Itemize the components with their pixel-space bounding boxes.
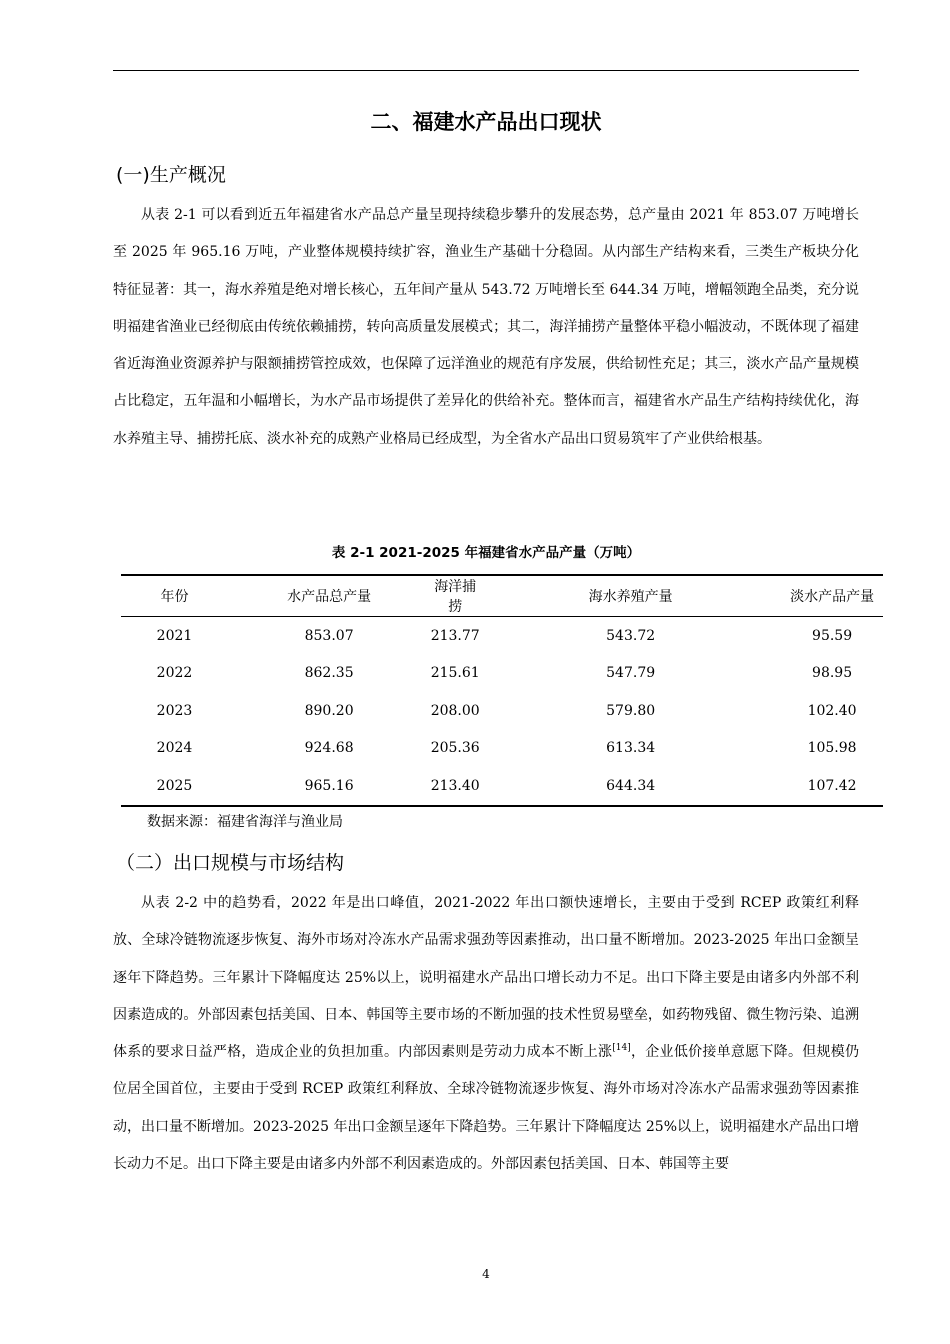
table-cell: 579.80 — [606, 702, 656, 719]
table-cell: 890.20 — [304, 702, 354, 719]
table-cell: 924.68 — [304, 740, 354, 757]
table-cell: 107.42 — [807, 777, 857, 794]
production-table — [121, 574, 883, 807]
export-paragraph-text: ，企业低价接单意愿下降。但规模仍位居全国首位，主要由于受到 RCEP 政策红利释放、全球冷链物流逐步恢复、海外市场对冷冻水产品需求强劲等因素推动，出口量不断增加。2023-2025 年出口金额呈逐年下降趋势。三年累计下降幅度达 25%以上，说明福建水产品出口增长动力不足。出口下降主要是由诸多内外部不利因素造成的。外部因素包括美国、日本、韩国等主要 — [113, 1044, 860, 1173]
table-cell: 2025 — [156, 777, 193, 794]
table-row — [121, 617, 883, 655]
table-header-cell: 年份 — [160, 589, 189, 605]
table-row — [121, 692, 883, 730]
table-cell: 644.34 — [606, 777, 656, 794]
header-rule — [113, 70, 859, 71]
table-cell: 2023 — [156, 702, 193, 719]
table-cell: 862.35 — [304, 665, 354, 682]
citation-reference[interactable]: [14] — [612, 1043, 631, 1054]
table-cell: 213.77 — [430, 627, 480, 644]
table-cell: 205.36 — [430, 740, 480, 757]
export-paragraph-text: 从表 2-2 中的趋势看，2022 年是出口峰值，2021-2022 年出口额快速增长，主要由于受到 RCEP 政策红利释放、全球冷链物流逐步恢复、海外市场对冷冻水产品需求强劲等因素推动，出口量不断增加。2023-2025 年出口金额呈逐年下降趋势。三年累计下降幅度达 25%以上，说明福建水产品出口增长动力不足。出口下降主要是由诸多内外部不利因素造成的。外部因素包括美国、日本、韩国等主要市场的不断加强的技术性贸易壁垒，如药物残留、微生物污染、追溯体系的要求日益严格，造成企业的负担加重。内部因素则是劳动力成本不断上涨 — [113, 895, 859, 1061]
table-header-row — [121, 575, 883, 617]
table-cell: 213.40 — [430, 777, 480, 794]
table-caption: 表 2-1 2021-2025 年福建省水产品产量（万吨） — [331, 545, 641, 561]
table-header-cell: 水产品总产量 — [287, 589, 372, 605]
table-cell: 543.72 — [606, 627, 656, 644]
section-title: 二、福建水产品出口现状 — [370, 110, 602, 134]
table-row — [121, 655, 883, 693]
table-cell: 965.16 — [304, 777, 354, 794]
table-row — [121, 767, 883, 806]
export-paragraph — [113, 885, 859, 1183]
table-cell: 853.07 — [304, 627, 354, 644]
table-header-cell: 海洋捕捞 — [434, 579, 477, 615]
production-paragraph: 从表 2-1 可以看到近五年福建省水产品总产量呈现持续稳步攀升的发展态势，总产量由 2021 年 853.07 万吨增长至 2025 年 965.16 万吨，产业整体规模持续扩容，渔业生产基础十分稳固。从内部生产结构来看，三类生产板块分化特征显著：其一，海水养殖是绝对增长核心，五年间产量从 543.72 万吨增长至 644.34 万吨，增幅领跑全品类，充分说明福建省渔业已经彻底由传统依赖捕捞，转向高质量发展模式；其二，海洋捕捞产量整体平稳小幅波动，不既体现了福建省近海渔业资源养护与限额捕捞管控成效，也保障了远洋渔业的规范有序发展，供给韧性充足；其三，淡水产品产量规模占比稳定，五年温和小幅增长，为水产品市场提供了差异化的供给补充。整体而言，福建省水产品生产结构持续优化，海水养殖主导、捕捞托底、淡水补充的成熟产业格局已经成型，为全省水产品出口贸易筑牢了产业供给根基。 — [113, 207, 859, 447]
table-cell: 208.00 — [430, 702, 480, 719]
subsection-heading-export: （二）出口规模与市场结构 — [116, 852, 345, 874]
table-row — [121, 730, 883, 768]
table-cell: 613.34 — [606, 740, 656, 757]
subsection-heading-production: (一)生产概况 — [116, 164, 226, 186]
table-cell: 105.98 — [807, 740, 857, 757]
page-number: 4 — [482, 1267, 490, 1281]
table-cell: 2021 — [156, 627, 193, 644]
table-header-cell: 海水养殖产量 — [588, 589, 673, 605]
table-cell: 2022 — [156, 665, 193, 682]
table-header-cell: 淡水产品产量 — [790, 589, 875, 605]
table-cell: 2024 — [156, 740, 193, 757]
table-cell: 547.79 — [606, 665, 656, 682]
table-cell: 98.95 — [812, 665, 853, 682]
table-source-note: 数据来源：福建省海洋与渔业局 — [147, 814, 343, 830]
table-cell: 215.61 — [430, 665, 480, 682]
table-cell: 102.40 — [807, 702, 857, 719]
table-cell: 95.59 — [812, 627, 853, 644]
